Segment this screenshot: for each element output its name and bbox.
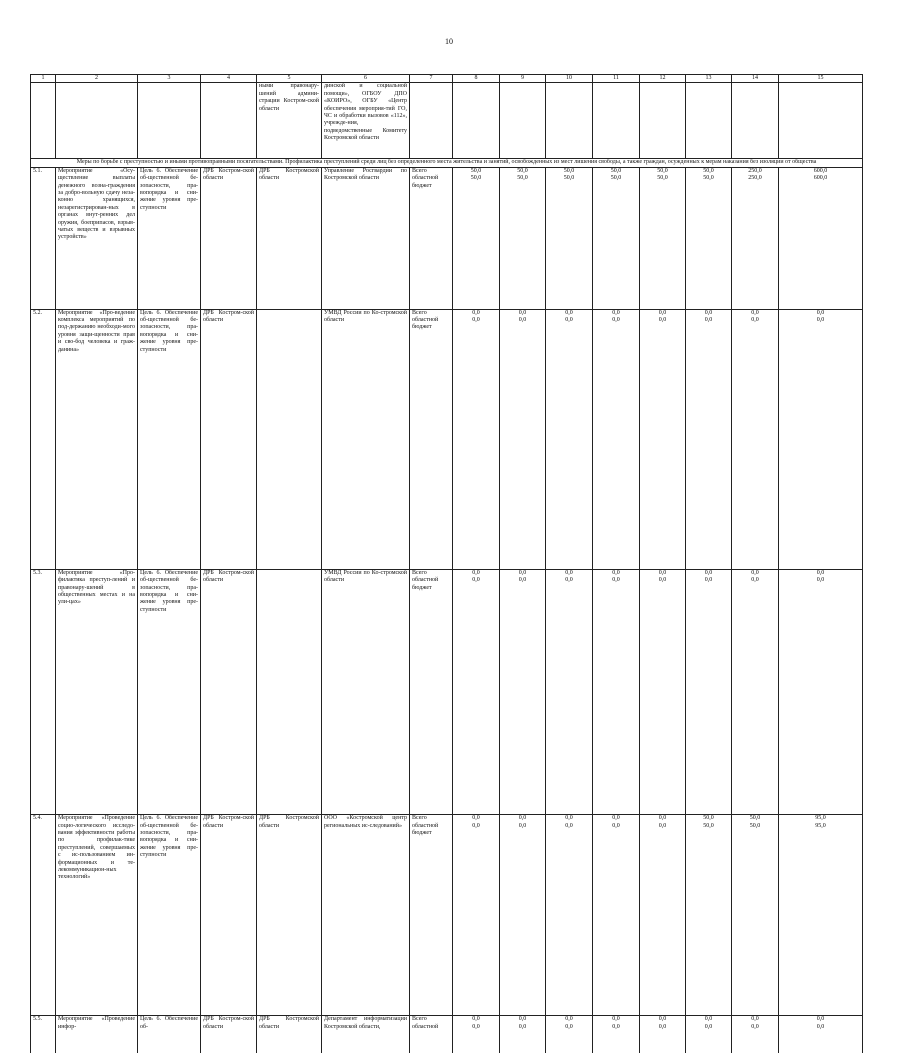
header-cell: 6	[322, 75, 410, 83]
amount-value: 0,0	[816, 309, 825, 316]
amount-cell	[686, 309, 732, 569]
table-row	[31, 1016, 863, 1053]
amount-cell	[779, 1016, 863, 1053]
header-cell: 12	[640, 75, 686, 83]
amount-value: 50,0	[610, 167, 622, 174]
program-table	[30, 74, 863, 1053]
responsible-executor: ДРБ Костром-ской области	[201, 1016, 257, 1053]
header-cell: 5	[257, 75, 322, 83]
header-cell: 2	[56, 75, 138, 83]
measure-name: Мероприятие «Проведение инфор-	[56, 1016, 138, 1053]
row-number: 5.5.	[31, 1016, 56, 1053]
coexecutor	[257, 309, 322, 569]
funding-source-line: Всего	[412, 569, 427, 576]
funding-source-line: областной бюджет	[412, 577, 439, 591]
funding-source	[410, 569, 453, 814]
amount-cell	[640, 167, 686, 309]
header-cell: 13	[686, 75, 732, 83]
amount-cell	[686, 569, 732, 814]
amount-value: 0,0	[704, 309, 713, 316]
row-number: 5.1.	[31, 167, 56, 309]
amount-value: 0,0	[612, 309, 620, 316]
funding-source	[410, 309, 453, 569]
amount-value: 0,0	[612, 1023, 620, 1030]
page-number: 10	[445, 37, 453, 46]
goal: Цель 6. Обеспечение об-щественной бе-зопасности, пра-вопорядка и сни-жение уровня пре-ступности	[138, 167, 201, 309]
amount-value: 0,0	[751, 569, 759, 576]
amount-value: 250,0	[748, 175, 762, 182]
measure-name: Мероприятие «Про-ведение комплекса мероприятий по под-держанию необходи-мого уровня защи-щенности прав и сво-бод человека и граж-данина»	[56, 309, 138, 569]
amount-cell	[593, 309, 640, 569]
header-cell: 3	[138, 75, 201, 83]
amount-value: 0,0	[565, 569, 573, 576]
amount-value: 0,0	[612, 822, 620, 829]
amount-value: 0,0	[472, 577, 480, 584]
amount-value: 600,0	[813, 175, 828, 182]
amount-value: 0,0	[612, 815, 620, 822]
amount-cell	[779, 309, 863, 569]
amount-value: 0,0	[704, 1016, 713, 1023]
amount-value: 50,0	[703, 822, 714, 829]
amount-value: 0,0	[658, 569, 667, 576]
amount-cell	[686, 815, 732, 1016]
amount-value: 0,0	[518, 1016, 527, 1023]
funding-source-line: Всего	[412, 309, 427, 316]
amount-value: 0,0	[816, 1016, 825, 1023]
funding-source	[410, 167, 453, 309]
funding-source	[410, 1016, 453, 1053]
amount-value: 0,0	[565, 316, 573, 323]
continuation-cell-5: ными правонару-шений админи-страции Костром-ской области	[257, 83, 322, 159]
amount-cell	[686, 167, 732, 309]
amount-value: 0,0	[658, 822, 667, 829]
measure-name: Мероприятие «Про-филактика преступ-лений и правонару-шений в общественных местах и на ули-цах»	[56, 569, 138, 814]
amount-value: 0,0	[704, 569, 713, 576]
amount-value: 0,0	[816, 577, 825, 584]
amount-cell	[732, 1016, 779, 1053]
funding-source	[410, 815, 453, 1016]
header-cell: 10	[546, 75, 593, 83]
amount-value: 50,0	[657, 175, 668, 182]
amount-value: 600,0	[813, 167, 828, 174]
header-cell: 11	[593, 75, 640, 83]
amount-value: 0,0	[612, 1016, 620, 1023]
amount-value: 0,0	[658, 1016, 667, 1023]
amount-cell	[500, 1016, 546, 1053]
amount-value: 50,0	[703, 815, 714, 822]
amount-cell	[732, 167, 779, 309]
amount-value: 0,0	[565, 1023, 573, 1030]
amount-cell	[593, 569, 640, 814]
amount-value: 0,0	[751, 309, 759, 316]
amount-value: 0,0	[816, 316, 825, 323]
funding-source-line: областной бюджет	[412, 316, 439, 331]
responsible-executor: ДРБ Костром-ской области	[201, 815, 257, 1016]
amount-value: 0,0	[518, 822, 527, 829]
amount-value: 50,0	[563, 167, 575, 174]
amount-cell	[732, 309, 779, 569]
amount-value: 0,0	[658, 815, 667, 822]
participant: Департамент информатизации Костромской области,	[322, 1016, 410, 1053]
amount-cell	[453, 569, 500, 814]
amount-cell	[453, 167, 500, 309]
funding-source-line: Всего	[412, 815, 427, 822]
amount-value: 0,0	[704, 1023, 713, 1030]
amount-value: 0,0	[816, 569, 825, 576]
amount-cell	[640, 569, 686, 814]
funding-source-line: областной бюджет	[412, 175, 439, 189]
amount-value: 0,0	[751, 577, 759, 584]
coexecutor: ДРБ Костромской области	[257, 167, 322, 309]
amount-value: 95,0	[815, 822, 826, 829]
amount-value: 50,0	[517, 167, 528, 174]
amount-value: 0,0	[518, 309, 527, 316]
amount-cell	[500, 167, 546, 309]
table-row	[31, 167, 863, 309]
amount-cell	[686, 1016, 732, 1053]
header-cell: 14	[732, 75, 779, 83]
amount-value: 95,0	[815, 815, 826, 822]
amount-value: 0,0	[658, 577, 667, 584]
funding-source-line: Всего	[412, 1016, 427, 1023]
amount-cell	[546, 1016, 593, 1053]
section-title: Меры по борьбе с преступностью и иными противоправными посягательствами. Профилактика преступлений среди лиц без определенного места жительства и занятий, освобожденных из мест лишения свободы, а также граждан, осужденных к мерам наказания без изоляции от общества	[31, 159, 863, 167]
amount-value: 50,0	[563, 175, 575, 182]
section-title-row	[31, 159, 863, 167]
amount-value: 50,0	[703, 175, 714, 182]
goal: Цель 6. Обеспечение об-щественной бе-зопасности, пра-вопорядка и сни-жение уровня пре-ступности	[138, 815, 201, 1016]
header-row	[31, 75, 863, 83]
amount-value: 0,0	[472, 1016, 480, 1023]
row-number: 5.4.	[31, 815, 56, 1016]
amount-value: 0,0	[751, 1023, 759, 1030]
amount-cell	[593, 815, 640, 1016]
amount-cell	[593, 1016, 640, 1053]
participant: УМВД России по Ко-стромской области	[322, 569, 410, 814]
amount-value: 0,0	[612, 577, 620, 584]
table-row	[31, 569, 863, 814]
amount-cell	[453, 1016, 500, 1053]
coexecutor: ДРБ Костромской области	[257, 1016, 322, 1053]
amount-value: 0,0	[704, 577, 713, 584]
continuation-row	[31, 83, 863, 159]
amount-value: 0,0	[565, 577, 573, 584]
amount-value: 0,0	[658, 1023, 667, 1030]
amount-cell	[779, 167, 863, 309]
measure-name: Мероприятие «Осу-ществление выплаты денежного возна-граждения за добро-вольную сдачу неза-конно хранящихся, незарегистрирован-ных в органах внут-ренних дел оружия, боеприпасов, взрыв-чатых веществ и взрывных устройств»	[56, 167, 138, 309]
amount-value: 50,0	[749, 822, 761, 829]
amount-cell	[500, 569, 546, 814]
amount-value: 0,0	[658, 316, 667, 323]
amount-value: 50,0	[517, 175, 528, 182]
responsible-executor: ДРБ Костром-ской области	[201, 569, 257, 814]
amount-value: 0,0	[751, 316, 759, 323]
amount-value: 50,0	[470, 167, 482, 174]
header-cell: 7	[410, 75, 453, 83]
amount-value: 0,0	[565, 1016, 573, 1023]
table-row	[31, 815, 863, 1016]
header-cell: 4	[201, 75, 257, 83]
amount-cell	[546, 309, 593, 569]
amount-value: 0,0	[518, 1023, 527, 1030]
amount-value: 0,0	[518, 316, 527, 323]
participant: Управление Росгвардии по Костромской области	[322, 167, 410, 309]
amount-cell	[640, 815, 686, 1016]
continuation-cell-6: динской и социальной помощи», ОГБОУ ДПО «КОИРО», ОГБУ «Центр обеспечения мероприя-тий ГО, ЧС и обработки вызовов «112», учрежде-ния, подведомственные Комитету Костромской области	[322, 83, 410, 159]
measure-name: Мероприятие «Проведение социо-логического исследо-вания эффективности работы по профилак-тике преступлений, совершаемых с ис-пользованием ин-формационных и те-лекоммуникацион-ных технологий»	[56, 815, 138, 1016]
header-cell: 1	[31, 75, 56, 83]
funding-source-line: Всего	[412, 167, 427, 174]
amount-value: 0,0	[816, 1023, 825, 1030]
amount-value: 0,0	[472, 815, 480, 822]
amount-value: 0,0	[565, 309, 573, 316]
amount-value: 0,0	[518, 577, 527, 584]
amount-value: 0,0	[751, 1016, 759, 1023]
amount-cell	[546, 815, 593, 1016]
amount-value: 50,0	[703, 167, 714, 174]
amount-cell	[453, 309, 500, 569]
amount-value: 0,0	[518, 815, 527, 822]
amount-value: 50,0	[610, 175, 622, 182]
row-number: 5.2.	[31, 309, 56, 569]
amount-value: 0,0	[704, 316, 713, 323]
amount-cell	[500, 309, 546, 569]
participant: ООО «Костромской центр региональных ис-следований»	[322, 815, 410, 1016]
amount-cell	[640, 309, 686, 569]
amount-cell	[453, 815, 500, 1016]
amount-value: 50,0	[657, 167, 668, 174]
goal: Цель 6. Обеспечение об-	[138, 1016, 201, 1053]
goal: Цель 6. Обеспечение об-щественной бе-зопасности, пра-вопорядка и сни-жение уровня пре-ступности	[138, 569, 201, 814]
funding-source-line: областной бюджет	[412, 822, 439, 836]
amount-cell	[732, 815, 779, 1016]
amount-value: 0,0	[565, 815, 573, 822]
amount-cell	[779, 569, 863, 814]
funding-source-line: областной	[412, 1023, 439, 1030]
participant: УМВД России по Ко-стромской области	[322, 309, 410, 569]
header-cell: 9	[500, 75, 546, 83]
amount-cell	[732, 569, 779, 814]
amount-cell	[500, 815, 546, 1016]
amount-cell	[546, 167, 593, 309]
amount-value: 50,0	[470, 175, 482, 182]
amount-cell	[640, 1016, 686, 1053]
coexecutor	[257, 569, 322, 814]
amount-value: 0,0	[472, 1023, 480, 1030]
header-cell: 8	[453, 75, 500, 83]
amount-cell	[593, 167, 640, 309]
amount-value: 0,0	[612, 569, 620, 576]
amount-value: 50,0	[749, 815, 761, 822]
amount-value: 0,0	[472, 309, 480, 316]
amount-value: 250,0	[748, 167, 762, 174]
amount-value: 0,0	[518, 569, 527, 576]
amount-value: 0,0	[472, 569, 480, 576]
amount-value: 0,0	[612, 316, 620, 323]
amount-value: 0,0	[472, 822, 480, 829]
row-number: 5.3.	[31, 569, 56, 814]
responsible-executor: ДРБ Костром-ской области	[201, 309, 257, 569]
amount-cell	[546, 569, 593, 814]
goal: Цель 6. Обеспечение об-щественной бе-зопасности, пра-вопорядка и сни-жение уровня пре-ступности	[138, 309, 201, 569]
amount-value: 0,0	[472, 316, 480, 323]
coexecutor: ДРБ Костромской области	[257, 815, 322, 1016]
header-cell: 15	[779, 75, 863, 83]
amount-cell	[779, 815, 863, 1016]
amount-value: 0,0	[565, 822, 573, 829]
amount-value: 0,0	[658, 309, 667, 316]
table-row	[31, 309, 863, 569]
responsible-executor: ДРБ Костром-ской области	[201, 167, 257, 309]
